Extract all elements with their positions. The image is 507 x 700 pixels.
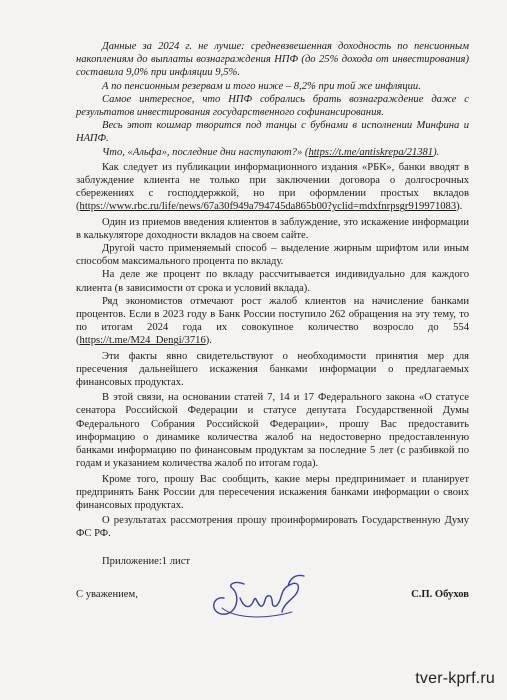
body-paragraph-6-end: ). [456,201,463,213]
body-paragraph-11: Эти факты явно свидетельствуют о необходимости принятия мер для пресечения дальнейшего искажения банками информации о предлагаемых финансовых продуктах. [76,350,469,389]
quote-paragraph-5-text: Что, «Альфа», последние дни наступают?» ( [102,146,309,158]
quote-paragraph-4: Весь этот кошмар творится под танцы с бубнами в исполнении Минфина и НАПФ. [76,120,469,145]
body-paragraph-10-end: ). [205,335,212,347]
source-link-3[interactable]: https://t.me/M24_Dengi/3716 [79,335,206,347]
body-paragraph-7: Один из приемов введения клиентов в заблуждение, это искажение информации в калькуляторе доходности вкладов на своем сайте. [76,216,469,241]
attachment-note: Приложение:1 лист [102,555,191,567]
handwritten-signature [204,568,314,626]
signer-name: С.П. Обухов [411,588,469,600]
closing-regards: С уважением, [76,588,138,600]
body-paragraph-10 [76,295,469,348]
quote-paragraph-3: Самое интересное, что НПФ собрались брать вознаграждение даже с результатов инвестирования государственного софинансирования. [76,93,469,119]
source-link-1[interactable]: https://t.me/antiskrepa/21381 [308,146,434,158]
body-paragraph-12: В этой связи, на основании статей 7, 14 и 17 Федерального закона «О статусе сенатора Российской Федерации и статусе депутата Государственной Думы Федерального Собрания Российской Федерации», прошу Вас предоставить информацию о динамике количества жалоб на недостоверно предоставленную банками информацию по финансовым продуктам за последние 5 лет (с разбивкой по годам и указанием количества жалоб по итогам года). [76,392,469,470]
body-paragraph-13: Кроме того, прошу Вас сообщить, какие меры предпринимает и планирует предпринять Банк России для пересечения искажения банками информации о своих финансовых продуктах. [76,473,469,511]
site-watermark: tver-kprf.ru [415,670,495,687]
body-paragraph-14: О результатах рассмотрения прошу проинформировать Государственную Думу ФС РФ. [76,515,469,540]
body-paragraph-10-text: Ряд экономистов отмечают рост жалоб клиентов на начисление банками процентов. Если в 2023 году в Банк России поступило 262 обращения на эту тему, то по итогам 2024 года их совокупное количество возросло до 554 ( [76,295,469,347]
body-paragraph-6 [76,161,469,214]
signature-block [76,582,469,622]
body-paragraph-9: На деле же процент по вкладу рассчитывается индивидуально для каждого клиента (в зависимости от срока и условий вклада). [76,269,469,294]
quote-paragraph-5-end: ). [433,146,440,158]
quote-paragraph-2: А по пенсионным резервам и того ниже – 8,2% при той же инфляции. [102,80,421,92]
quote-paragraph-1: Данные за 2024 г. не лучше: средневзвешенная доходность по пенсионным накоплениям до выплаты вознаграждения НПФ (до 25% дохода от инвестирования) составила 9,0% при инфляции 9,5%. [76,41,469,79]
body-paragraph-6-text: Как следует из публикации информационного издания «РБК», банки вводят в заблуждение клиента не только при заключении договора о долгосрочных сбережениях с господдержкой, но при оформлении простых вкладов ( [76,161,469,213]
quote-paragraph-5 [76,146,469,159]
source-link-2[interactable]: https://www.rbc.ru/life/news/67a30f949a794745da865b00?yclid=mdxfnrpsgr919971083 [79,201,457,213]
body-paragraph-8: Другой часто применяемый способ – выделение жирным шрифтом или иным способом максимального процента по вкладу. [76,243,469,268]
